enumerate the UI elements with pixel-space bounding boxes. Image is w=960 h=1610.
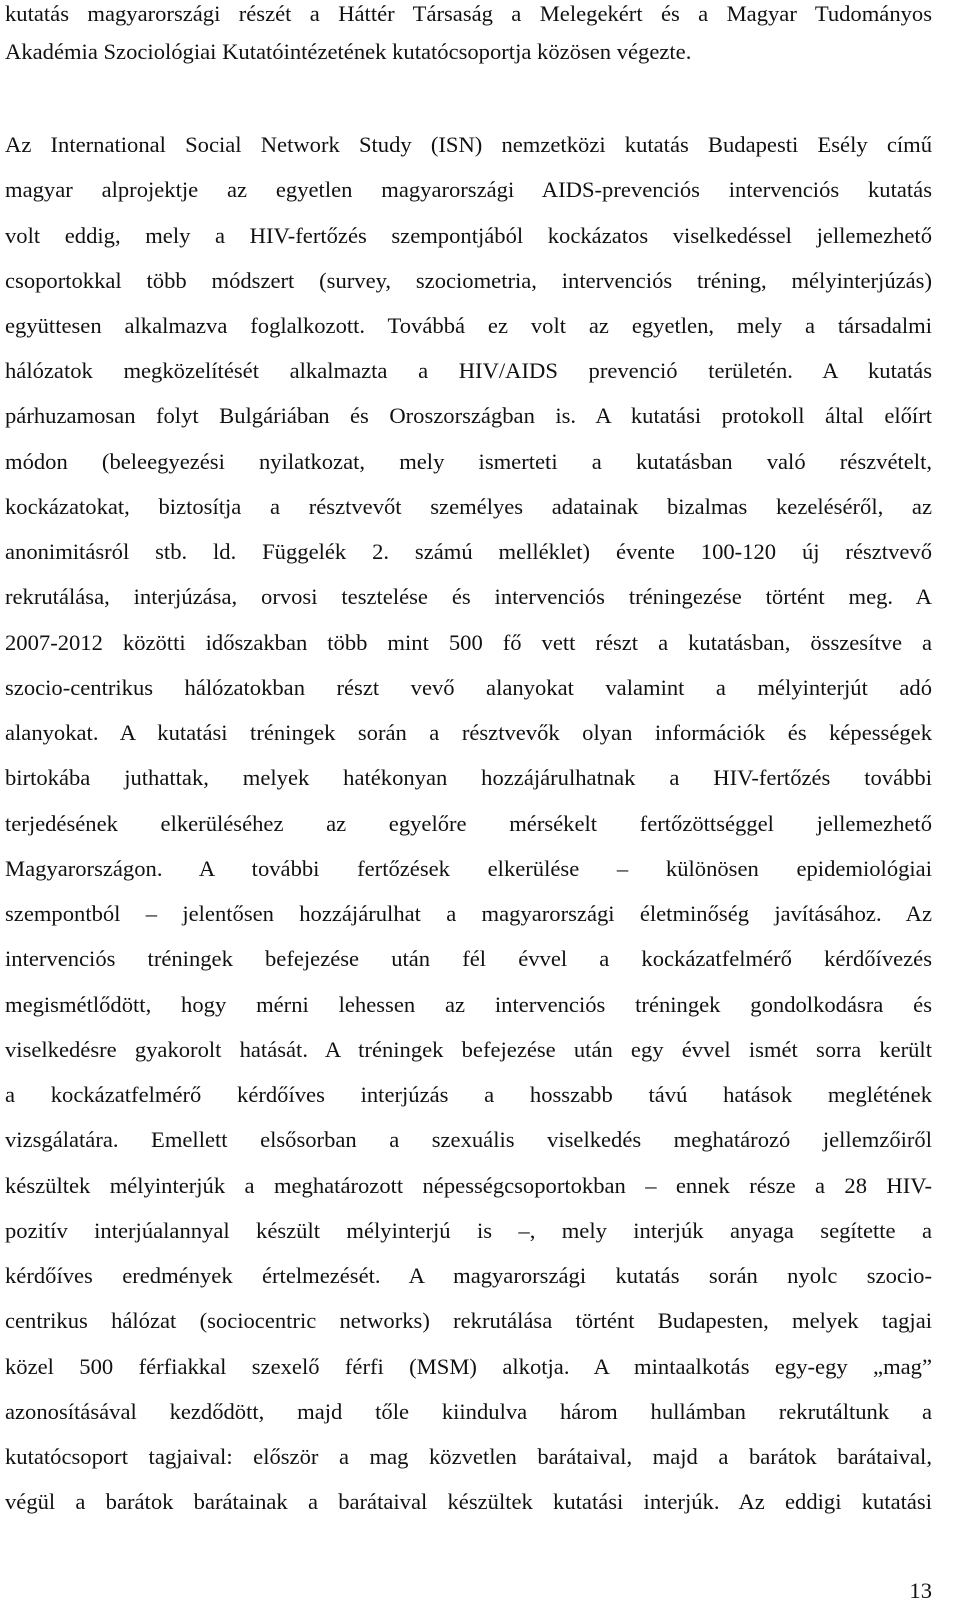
text-line: kockázatokat, biztosítja a résztvevőt személyes adatainak bizalmas kezeléséről, az <box>5 494 932 519</box>
text-line: Az International Social Network Study (ISN) nemzetközi kutatás Budapesti Esély című <box>5 132 932 157</box>
text-line: közel 500 férfiakkal szexelő férfi (MSM) alkotja. A mintaalkotás egy-egy „mag” <box>5 1354 932 1379</box>
text-line: Akadémia Szociológiai Kutatóintézetének kutatócsoportja közösen végezte. <box>5 39 692 64</box>
text-line: megismétlődött, hogy mérni lehessen az intervenciós tréningek gondolkodásra és <box>5 992 932 1017</box>
text-line: készültek mélyinterjúk a meghatározott népességcsoportokban – ennek része a 28 HIV- <box>5 1173 932 1198</box>
text-line: intervenciós tréningek befejezése után fél évvel a kockázatfelmérő kérdőívezés <box>5 946 932 971</box>
text-line: a kockázatfelmérő kérdőíves interjúzás a hosszabb távú hatások meglétének <box>5 1082 932 1107</box>
text-line: azonosításával kezdődött, majd tőle kiindulva három hullámban rekrutáltunk a <box>5 1399 932 1424</box>
text-line: végül a barátok barátainak a barátaival készültek kutatási interjúk. Az eddigi kutatási <box>5 1489 932 1514</box>
text-line: pozitív interjúalannyal készült mélyinterjú is –, mely interjúk anyaga segítette a <box>5 1218 932 1243</box>
text-line: hálózatok megközelítését alkalmazta a HIV/AIDS prevenció területén. A kutatás <box>5 358 932 383</box>
text-line: csoportokkal több módszert (survey, szociometria, intervenciós tréning, mélyinterjúzás) <box>5 268 932 293</box>
text-line: kutatás magyarországi részét a Háttér Társaság a Melegekért és a Magyar Tudományos <box>5 1 932 26</box>
text-line: centrikus hálózat (sociocentric networks) rekrutálása történt Budapesten, melyek tagjai <box>5 1308 932 1333</box>
text-line: 2007-2012 közötti időszakban több mint 500 fő vett részt a kutatásban, összesítve a <box>5 630 932 655</box>
text-line: terjedésének elkerüléséhez az egyelőre mérsékelt fertőzöttséggel jellemezhető <box>5 811 932 836</box>
text-line: kutatócsoport tagjaival: először a mag közvetlen barátaival, majd a barátok barátaival, <box>5 1444 932 1469</box>
text-line: birtokába juthattak, melyek hatékonyan hozzájárulhatnak a HIV-fertőzés további <box>5 765 932 790</box>
text-line: alanyokat. A kutatási tréningek során a résztvevők olyan információk és képességek <box>5 720 932 745</box>
text-line: párhuzamosan folyt Bulgáriában és Oroszországban is. A kutatási protokoll által előírt <box>5 403 932 428</box>
text-line: magyar alprojektje az egyetlen magyarországi AIDS-prevenciós intervenciós kutatás <box>5 177 932 202</box>
text-line: módon (beleegyezési nyilatkozat, mely ismerteti a kutatásban való részvételt, <box>5 449 932 474</box>
text-line: vizsgálatára. Emellett elsősorban a szexuális viselkedés meghatározó jellemzőiről <box>5 1127 932 1152</box>
text-line: rekrutálása, interjúzása, orvosi tesztelése és intervenciós tréningezése történt meg. A <box>5 584 932 609</box>
text-line: viselkedésre gyakorolt hatását. A tréningek befejezése után egy évvel ismét sorra került <box>5 1037 932 1062</box>
text-line: együttesen alkalmazva foglalkozott. Továbbá ez volt az egyetlen, mely a társadalmi <box>5 313 932 338</box>
text-line: szocio-centrikus hálózatokban részt vevő alanyokat valamint a mélyinterjút adó <box>5 675 932 700</box>
page-number: 13 <box>909 1578 932 1603</box>
text-line: kérdőíves eredmények értelmezését. A magyarországi kutatás során nyolc szocio- <box>5 1263 932 1288</box>
text-line: Magyarországon. A további fertőzések elkerülése – különösen epidemiológiai <box>5 856 932 881</box>
text-line: anonimitásról stb. ld. Függelék 2. számú melléklet) évente 100-120 új résztvevő <box>5 539 932 564</box>
text-line: volt eddig, mely a HIV-fertőzés szempontjából kockázatos viselkedéssel jellemezhető <box>5 223 932 248</box>
text-line: szempontból – jelentősen hozzájárulhat a magyarországi életminőség javításához. Az <box>5 901 932 926</box>
